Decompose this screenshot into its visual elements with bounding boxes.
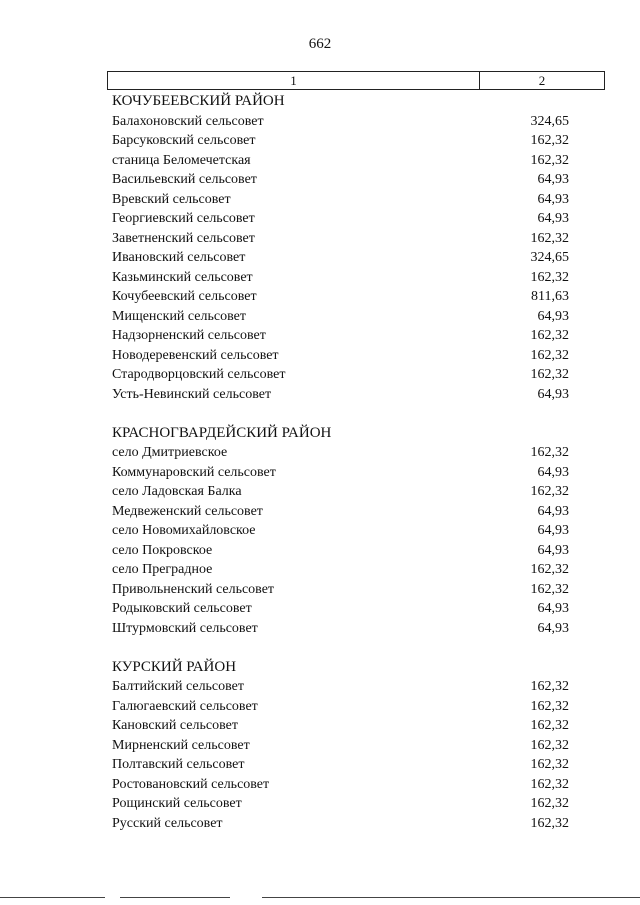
table-row — [112, 365, 569, 385]
settlement-value: 162,32 — [530, 815, 569, 831]
settlement-name: Привольненский сельсовет — [112, 581, 275, 597]
table-row — [112, 502, 569, 522]
settlement-name: Георгиевский сельсовет — [112, 211, 255, 226]
settlement-name: Мирненский сельсовет — [112, 737, 250, 753]
settlement-name: Казьминский сельсовет — [112, 269, 253, 285]
settlement-value: 162,32 — [530, 581, 569, 597]
table-row — [112, 697, 569, 717]
settlement-value: 162,32 — [530, 737, 569, 753]
table-row — [112, 307, 569, 327]
settlement-name: Ивановский сельсовет — [112, 250, 246, 265]
settlement-value: 64,93 — [537, 601, 569, 616]
table-row — [112, 170, 569, 190]
settlement-name: Штурмовский сельсовет — [112, 620, 258, 636]
table-row — [112, 560, 569, 580]
settlement-value: 162,32 — [530, 796, 569, 811]
table-row — [112, 677, 569, 697]
table-row — [112, 755, 569, 775]
table-row — [112, 131, 569, 151]
settlement-name: Полтавский сельсовет — [112, 757, 245, 772]
settlement-name: Балахоновский сельсовет — [112, 113, 264, 129]
settlement-value: 162,32 — [530, 718, 569, 733]
table-row — [112, 287, 569, 307]
column-header-1: 1 — [108, 72, 480, 89]
table-row — [112, 619, 569, 639]
table-row — [112, 151, 569, 171]
table-row — [112, 248, 569, 268]
table-row — [112, 346, 569, 366]
column-header-2: 2 — [538, 72, 546, 88]
settlement-name: Новодеревенский сельсовет — [112, 347, 279, 363]
settlement-value: 64,93 — [537, 191, 569, 207]
settlement-name: Стародворцовский сельсовет — [112, 367, 286, 382]
table-row — [112, 599, 569, 619]
settlement-name: Русский сельсовет — [112, 815, 223, 831]
settlement-name: село Дмитриевское — [112, 445, 228, 460]
table-row — [112, 463, 569, 483]
settlement-value: 162,32 — [530, 347, 569, 363]
table-row — [112, 229, 569, 249]
district-section — [112, 424, 569, 639]
settlement-name: Коммунаровский сельсовет — [112, 464, 276, 480]
settlement-value: 64,93 — [537, 211, 569, 226]
settlement-value: 162,32 — [530, 367, 569, 382]
settlement-name: Вревский сельсовет — [112, 191, 231, 207]
settlement-value: 162,32 — [530, 445, 569, 460]
settlement-name: Медвеженский сельсовет — [112, 503, 263, 519]
settlement-name: Заветненский сельсовет — [112, 230, 255, 246]
district-table — [112, 92, 569, 833]
settlement-name: станица Беломечетская — [112, 152, 251, 168]
district-section — [112, 92, 569, 404]
district-title: КОЧУБЕЕВСКИЙ РАЙОН — [112, 93, 285, 109]
table-row — [112, 716, 569, 736]
footer-rule — [120, 897, 230, 898]
settlement-value: 64,93 — [537, 172, 569, 187]
table-row — [112, 736, 569, 756]
table-header — [107, 71, 605, 90]
settlement-value: 162,32 — [530, 269, 569, 285]
settlement-name: Усть-Невинский сельсовет — [112, 386, 272, 402]
table-row — [112, 112, 569, 132]
settlement-value: 64,93 — [537, 620, 569, 636]
settlement-value: 162,32 — [530, 328, 569, 343]
settlement-value: 162,32 — [530, 757, 569, 772]
settlement-value: 162,32 — [530, 776, 569, 792]
settlement-value: 162,32 — [530, 152, 569, 168]
settlement-value: 162,32 — [530, 230, 569, 246]
table-row — [112, 209, 569, 229]
settlement-name: Барсуковский сельсовет — [112, 133, 256, 148]
table-row — [112, 521, 569, 541]
table-row — [112, 541, 569, 561]
footer-rule — [262, 897, 640, 898]
settlement-value: 162,32 — [530, 133, 569, 148]
settlement-name: Галюгаевский сельсовет — [112, 698, 258, 714]
table-row — [112, 814, 569, 834]
settlement-name: Мищенский сельсовет — [112, 308, 246, 324]
page-number: 662 — [308, 36, 332, 52]
settlement-value: 64,93 — [537, 464, 569, 480]
district-section — [112, 658, 569, 834]
settlement-name: село Новомихайловское — [112, 523, 256, 538]
settlement-name: село Покровское — [112, 542, 213, 558]
table-row — [112, 482, 569, 502]
footer-rule — [0, 897, 105, 898]
settlement-name: село Ладовская Балка — [112, 484, 242, 499]
settlement-name: Васильевский сельсовет — [112, 172, 257, 187]
settlement-value: 162,32 — [530, 484, 569, 499]
settlement-value: 324,65 — [530, 113, 569, 129]
table-row — [112, 775, 569, 795]
settlement-name: село Преградное — [112, 562, 213, 577]
settlement-name: Кановский сельсовет — [112, 718, 238, 733]
settlement-name: Ростовановский сельсовет — [112, 776, 270, 792]
settlement-value: 64,93 — [537, 386, 569, 402]
settlement-value: 162,32 — [530, 698, 569, 714]
table-row — [112, 385, 569, 405]
settlement-name: Балтийский сельсовет — [112, 679, 245, 694]
table-row — [112, 794, 569, 814]
table-row — [112, 443, 569, 463]
settlement-value: 811,63 — [531, 289, 569, 304]
settlement-value: 162,32 — [530, 562, 569, 577]
table-row — [112, 580, 569, 600]
table-row — [112, 326, 569, 346]
settlement-value: 64,93 — [537, 523, 569, 538]
settlement-value: 64,93 — [537, 503, 569, 519]
settlement-value: 162,32 — [530, 679, 569, 694]
settlement-value: 64,93 — [537, 308, 569, 324]
table-row — [112, 190, 569, 210]
settlement-name: Родыковский сельсовет — [112, 601, 252, 616]
district-title: КРАСНОГВАРДЕЙСКИЙ РАЙОН — [112, 424, 332, 441]
settlement-name: Надзорненский сельсовет — [112, 328, 266, 343]
district-title: КУРСКИЙ РАЙОН — [112, 658, 237, 675]
settlement-value: 64,93 — [537, 542, 569, 558]
settlement-value: 324,65 — [530, 250, 569, 265]
settlement-name: Кочубеевский сельсовет — [112, 289, 257, 304]
table-row — [112, 268, 569, 288]
settlement-name: Рощинский сельсовет — [112, 796, 242, 811]
